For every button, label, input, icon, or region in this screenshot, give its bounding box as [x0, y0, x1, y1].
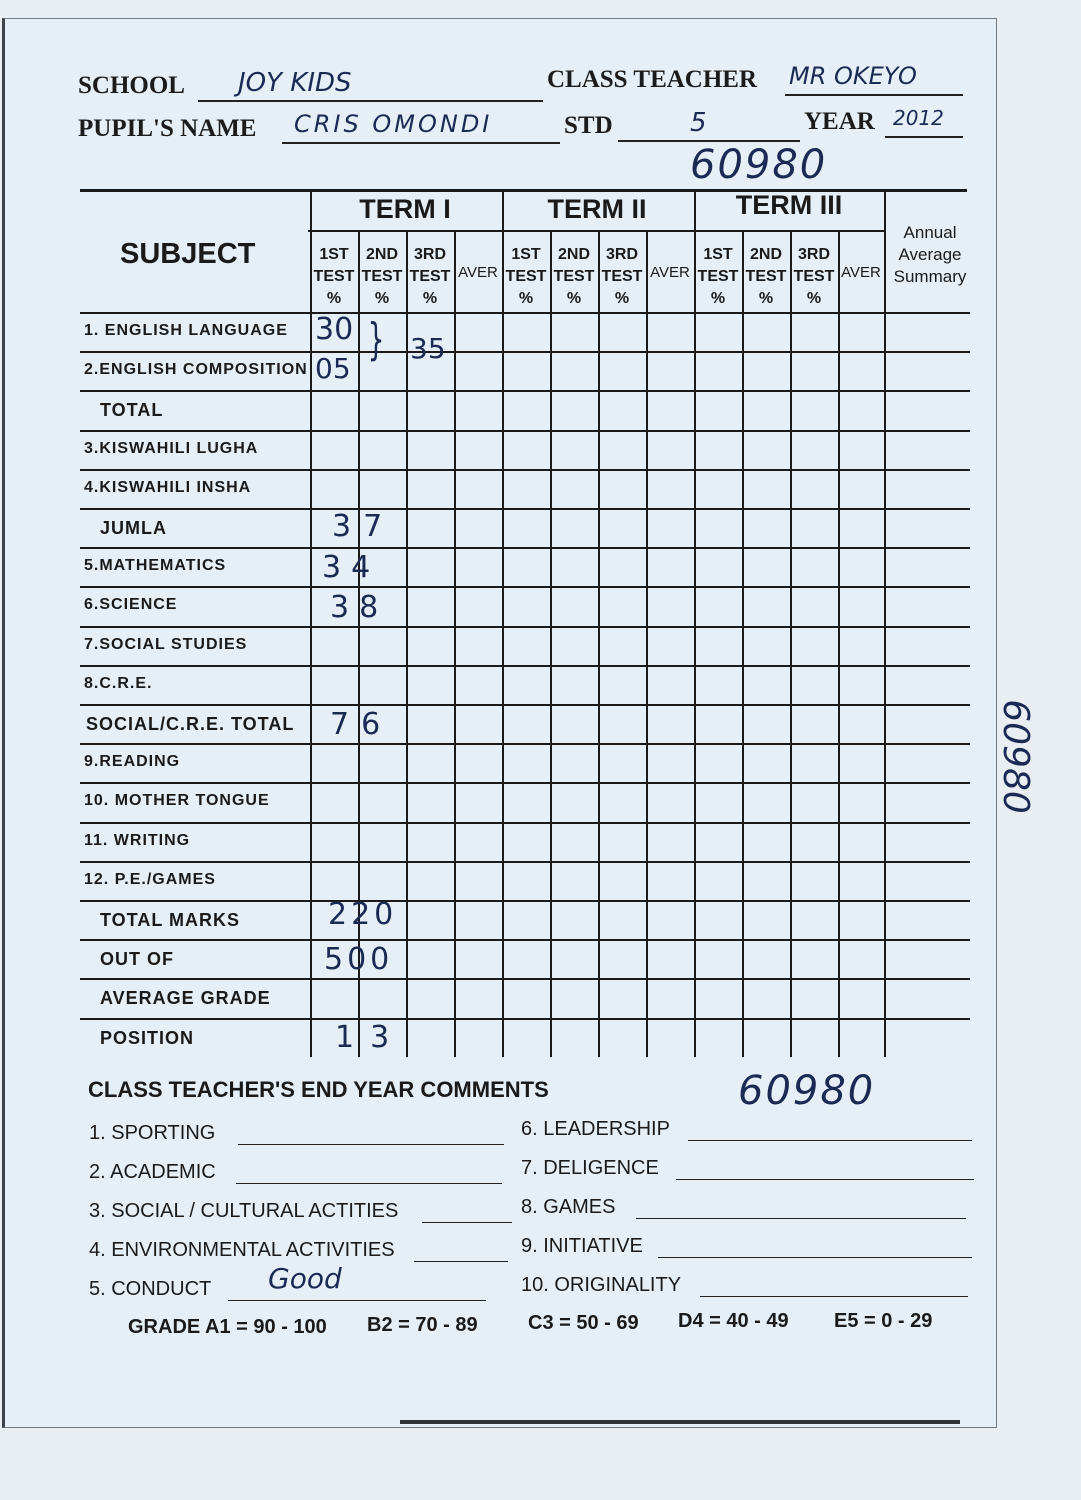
comment-fill-line[interactable] [658, 1257, 972, 1258]
grid-column-line [454, 232, 456, 1057]
grid-row-line [80, 312, 970, 314]
mark-jumla: 37 [332, 509, 395, 544]
std-label: STD [564, 112, 613, 139]
std-value: 5 [690, 108, 707, 138]
subject-row-label: TOTAL [100, 400, 164, 421]
school-value: JOY KIDS [238, 68, 352, 98]
comment-label: 2. ACADEMIC [89, 1161, 216, 1183]
comment-label: 9. INITIATIVE [521, 1235, 643, 1257]
column-header-term3-1: 1ST TEST % [697, 246, 739, 307]
pupil-name-field [282, 110, 560, 144]
subject-row-label: 2.ENGLISH COMPOSITION [84, 361, 308, 379]
annual-average-summary-header: Annual Average Summary [893, 223, 967, 286]
comment-fill-line[interactable] [228, 1300, 486, 1301]
subject-row-label: AVERAGE GRADE [100, 988, 271, 1009]
brace-mark: } [367, 314, 385, 365]
grade-b2: B2 = 70 - 89 [367, 1314, 478, 1336]
grade-c3: C3 = 50 - 69 [528, 1312, 639, 1334]
column-header-term3-3: 3RD TEST % [793, 246, 835, 307]
grid-column-line [406, 232, 408, 1057]
class-teacher-value: MR OKEYO [789, 62, 917, 90]
year-field [885, 106, 963, 138]
grid-row-line [80, 351, 970, 353]
grade-a1: GRADE A1 = 90 - 100 [128, 1316, 327, 1338]
subject-row-label: TOTAL MARKS [100, 910, 240, 930]
grid-column-line [742, 232, 744, 1057]
column-header-term2-1: 1ST TEST % [505, 246, 547, 307]
subject-row-label: SOCIAL/C.R.E. TOTAL [86, 714, 295, 734]
mark-out-of: 500 [324, 942, 394, 977]
comment-fill-line[interactable] [636, 1218, 966, 1219]
year-label: YEAR [804, 108, 875, 135]
school-label: SCHOOL [78, 72, 185, 99]
comment-fill-line[interactable] [414, 1261, 508, 1262]
subject-row-label: 12. P.E./GAMES [84, 870, 216, 888]
grid-row-line [80, 743, 970, 745]
column-header-term2-3: 3RD TEST % [601, 246, 643, 307]
school-field [198, 68, 543, 102]
comment-fill-line[interactable] [700, 1296, 968, 1297]
column-header-term1-3: 3RD TEST % [409, 246, 451, 307]
grid-row-line [80, 704, 970, 706]
grid-column-line [598, 232, 600, 1057]
subject-row-label: 10. MOTHER TONGUE [84, 792, 270, 810]
subject-row-label: 4.KISWAHILI INSHA [84, 478, 252, 496]
grid-row-line [80, 469, 970, 471]
subject-row-label: 5.MATHEMATICS [84, 557, 227, 575]
class-teacher-field [785, 62, 963, 96]
mark-mathematics: 34 [322, 550, 381, 585]
column-header-term2-2: 2ND TEST % [553, 246, 595, 307]
column-header-term1-2: 2ND TEST % [361, 246, 403, 307]
grid-row-line [80, 900, 970, 902]
column-header-term3-4: AVER [841, 264, 881, 281]
grade-d4: D4 = 40 - 49 [678, 1310, 789, 1332]
grid-column-line [790, 232, 792, 1057]
grid-column-line [310, 190, 312, 1057]
comment-label: 5. CONDUCT [89, 1278, 212, 1300]
comment-label: 8. GAMES [521, 1196, 616, 1218]
grade-e5: E5 = 0 - 29 [834, 1310, 933, 1332]
comment-label: 4. ENVIRONMENTAL ACTIVITIES [89, 1239, 395, 1261]
grid-row-line [80, 861, 970, 863]
comment-fill-line[interactable] [676, 1179, 974, 1180]
subject-row-label: 7.SOCIAL STUDIES [84, 635, 248, 653]
term-header-divider [308, 230, 884, 232]
grid-column-line [646, 232, 648, 1057]
subject-row-label: JUMLA [100, 518, 167, 538]
mark-english-composition: 05 [315, 352, 351, 385]
comment-fill-line[interactable] [238, 1144, 504, 1145]
subject-row-label: 1. ENGLISH LANGUAGE [84, 322, 288, 339]
grid-row-line [80, 586, 970, 588]
pupil-name-value: CRIS OMONDI [294, 110, 493, 138]
grid-row-line [80, 508, 970, 510]
class-teacher-label: CLASS TEACHER [547, 66, 758, 93]
comment-fill-line[interactable] [422, 1222, 512, 1223]
grid-column-line [838, 232, 840, 1057]
grid-row-line [80, 430, 970, 432]
term-1-header: TERM I [359, 194, 451, 224]
grid-row-line [80, 978, 970, 980]
subject-row-label: 6.SCIENCE [84, 596, 178, 614]
scan-edge-mark [400, 1420, 960, 1424]
mark-position: 13 [335, 1020, 406, 1055]
column-header-term2-4: AVER [650, 264, 690, 281]
grid-row-line [80, 1018, 970, 1020]
comment-label: 1. SPORTING [89, 1122, 216, 1144]
comment-label: 3. SOCIAL / CULTURAL ACTITIES [89, 1200, 399, 1222]
mark-social-cre-total: 76 [330, 707, 393, 742]
subject-row-label: 11. WRITING [84, 831, 191, 849]
comment-label: 7. DELIGENCE [521, 1157, 659, 1179]
grid-row-line [80, 822, 970, 824]
grid-row-line [80, 782, 970, 784]
comment-fill-line[interactable] [236, 1183, 502, 1184]
subject-row-label: 3.KISWAHILI LUGHA [84, 439, 259, 457]
grid-row-line [80, 390, 970, 392]
grid-row-line [80, 939, 970, 941]
serial-number-top: 60980 [690, 142, 828, 188]
grid-row-line [80, 547, 970, 549]
grid-row-line [80, 665, 970, 667]
mark-english-total: 35 [410, 332, 446, 365]
comment-label: 6. LEADERSHIP [521, 1118, 670, 1140]
mark-total-marks: 220 [328, 897, 398, 932]
conduct-value: Good [268, 1262, 342, 1295]
subject-row-label: OUT OF [100, 949, 174, 970]
comment-label: 10. ORIGINALITY [521, 1274, 682, 1296]
grid-column-line [694, 190, 696, 1057]
year-value: 2012 [893, 106, 944, 130]
mark-science: 38 [330, 590, 389, 625]
subject-row-label: 9.READING [84, 753, 181, 771]
std-field [618, 108, 800, 142]
comment-fill-line[interactable] [688, 1140, 972, 1141]
comments-title: CLASS TEACHER'S END YEAR COMMENTS [88, 1077, 549, 1102]
serial-number-mid: 60980 [738, 1068, 876, 1114]
mark-english-language: 30 [315, 312, 354, 347]
grid-column-line [884, 190, 886, 1057]
pupil-name-label: PUPIL'S NAME [78, 115, 257, 142]
column-header-term3-2: 2ND TEST % [745, 246, 787, 307]
term-3-header: TERM III [735, 190, 843, 220]
grid-row-line [80, 626, 970, 628]
subject-header: SUBJECT [120, 238, 256, 270]
grid-column-line [358, 232, 360, 1057]
serial-number-side: 60980 [994, 699, 1036, 814]
grid-column-line [550, 232, 552, 1057]
subject-row-label: 8.C.R.E. [84, 674, 153, 692]
subject-row-label: POSITION [100, 1027, 195, 1048]
grid-column-line [502, 190, 504, 1057]
term-2-header: TERM II [547, 194, 647, 224]
column-header-term1-1: 1ST TEST % [313, 246, 355, 307]
column-header-term1-4: AVER [458, 264, 498, 281]
